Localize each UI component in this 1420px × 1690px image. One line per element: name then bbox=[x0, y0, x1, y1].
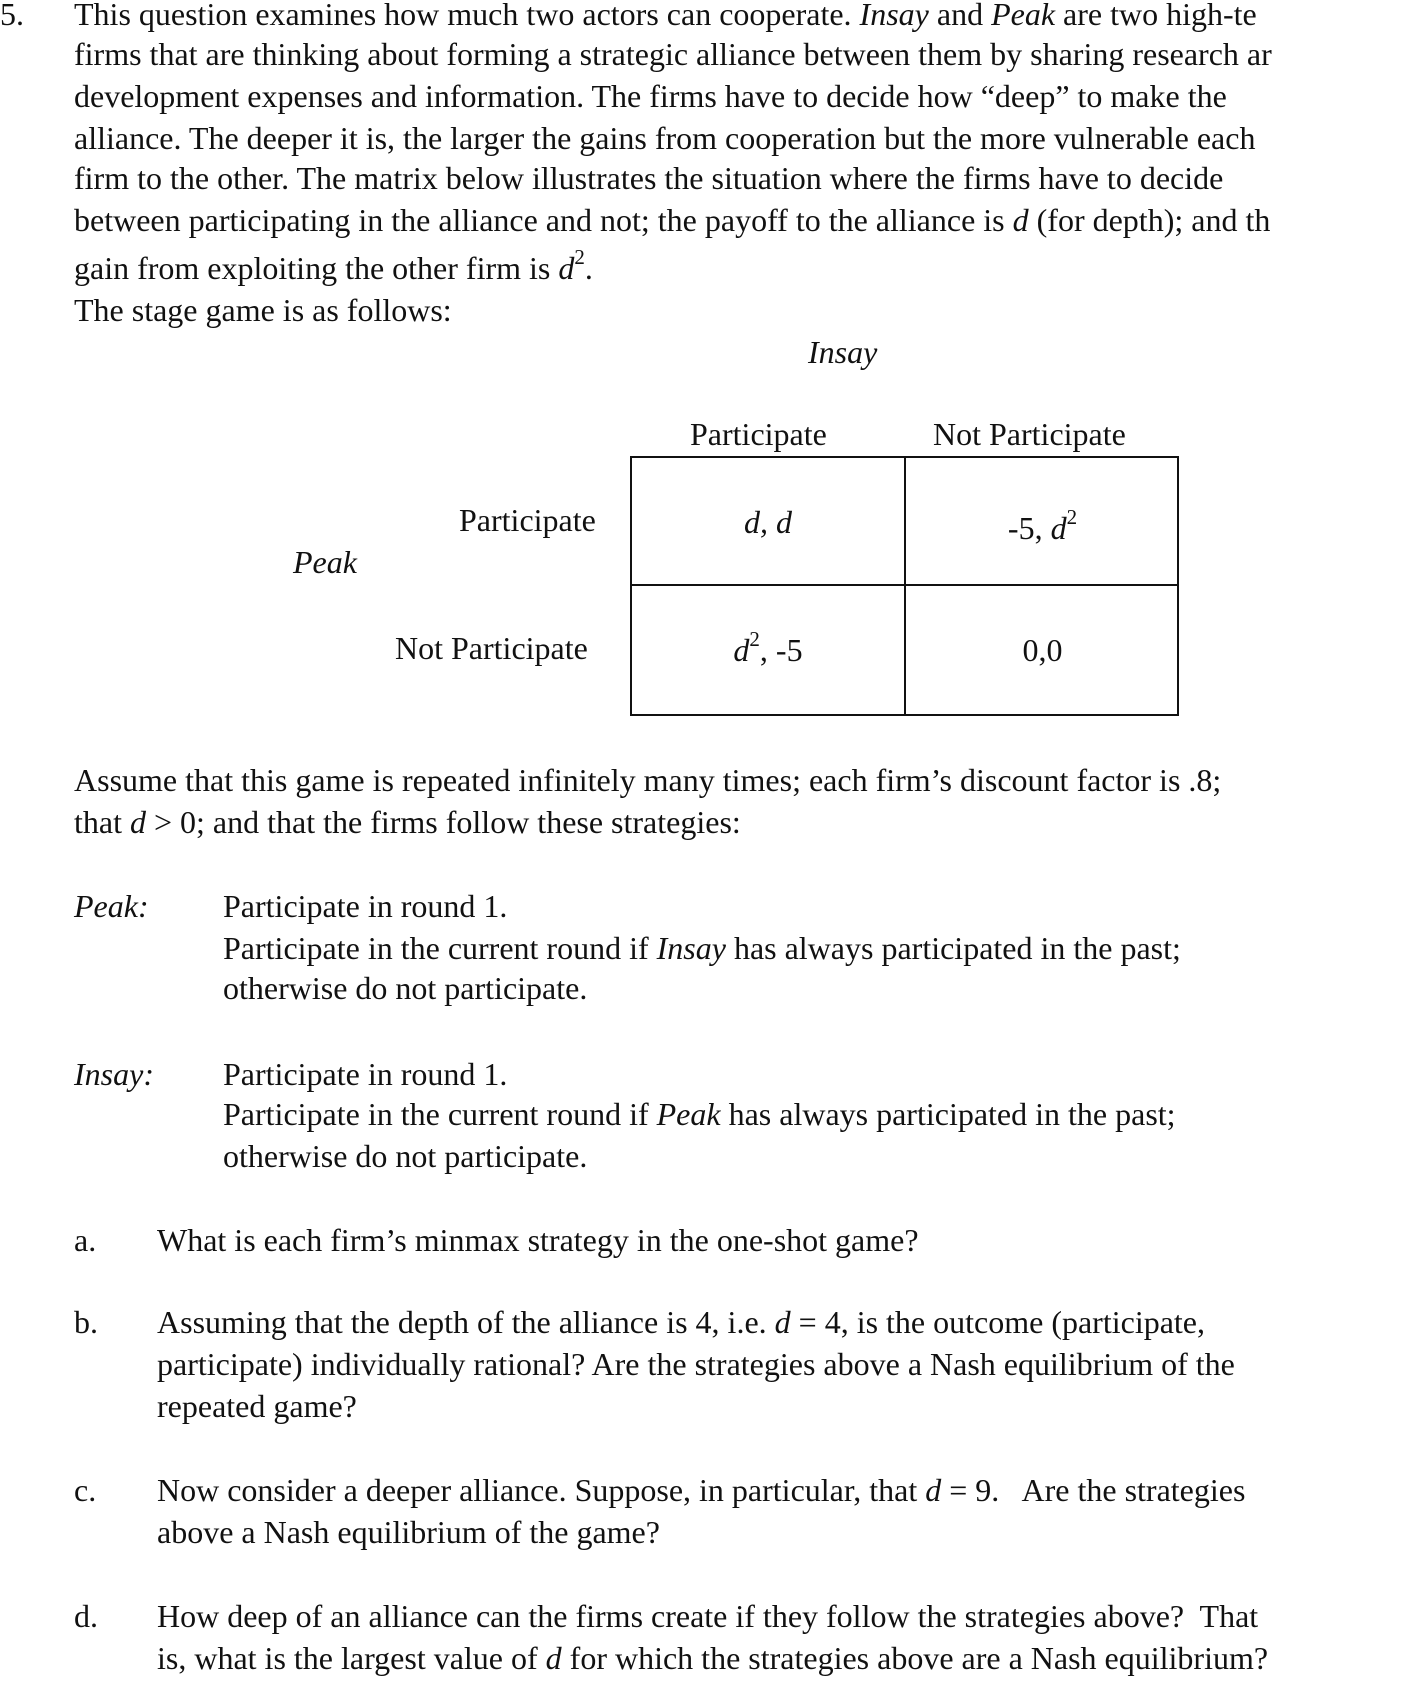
intro-line-3: development expenses and information. The firms have to decide how “deep” to make the bbox=[74, 78, 1227, 114]
strategy-insay-label: Insay: bbox=[74, 1056, 154, 1092]
row-header-not-participate: Not Participate bbox=[395, 630, 588, 666]
assumption-line-2: that d > 0; and that the firms follow these strategies: bbox=[74, 804, 741, 840]
part-b-line-3: repeated game? bbox=[157, 1388, 357, 1424]
part-a-line-1: What is each firm’s minmax strategy in the one-shot game? bbox=[157, 1222, 919, 1258]
part-d-line-1: How deep of an alliance can the firms create if they follow the strategies above? That bbox=[157, 1598, 1259, 1634]
column-player-label: Insay bbox=[808, 334, 878, 370]
assumption-line-1: Assume that this game is repeated infinitely many times; each firm’s discount factor is .8; bbox=[74, 762, 1222, 798]
question-number: 5. bbox=[0, 0, 24, 32]
part-c-label: c. bbox=[74, 1472, 97, 1508]
payoff-table bbox=[630, 456, 1179, 716]
column-header-participate: Participate bbox=[690, 416, 827, 452]
intro-line-2: firms that are thinking about forming a strategic alliance between them by sharing research ar bbox=[74, 36, 1272, 72]
part-b-line-1: Assuming that the depth of the alliance is 4, i.e. d = 4, is the outcome (participate, bbox=[157, 1304, 1205, 1340]
column-header-not-participate: Not Participate bbox=[933, 416, 1126, 452]
part-c-line-1: Now consider a deeper alliance. Suppose, in particular, that d = 9. Are the strategies bbox=[157, 1472, 1246, 1508]
strategy-peak-label: Peak: bbox=[74, 888, 149, 924]
cell-not-participate-not-participate: 0,0 bbox=[1022, 632, 1063, 668]
table-divider-horizontal bbox=[632, 584, 1177, 586]
strategy-peak-line-3: otherwise do not participate. bbox=[223, 970, 588, 1006]
row-header-participate: Participate bbox=[459, 502, 596, 538]
intro-line-5: firm to the other. The matrix below illustrates the situation where the firms have to decide bbox=[74, 160, 1224, 196]
strategy-peak-line-1: Participate in round 1. bbox=[223, 888, 508, 924]
part-c-line-2: above a Nash equilibrium of the game? bbox=[157, 1514, 660, 1550]
part-d-label: d. bbox=[74, 1598, 98, 1634]
cell-participate-not-participate: -5, $d^2$ bbox=[1007, 505, 1078, 546]
part-d-line-2: is, what is the largest value of d for which the strategies above are a Nash equilibrium? bbox=[157, 1640, 1269, 1676]
row-player-label: Peak bbox=[293, 544, 357, 580]
part-b-label: b. bbox=[74, 1304, 98, 1340]
part-a-label: a. bbox=[74, 1222, 97, 1258]
strategy-insay-line-2: Participate in the current round if Peak has always participated in the past; bbox=[223, 1096, 1176, 1132]
strategy-insay-line-1: Participate in round 1. bbox=[223, 1056, 508, 1092]
strategy-insay-line-3: otherwise do not participate. bbox=[223, 1138, 588, 1174]
intro-line-8: The stage game is as follows: bbox=[74, 292, 452, 328]
intro-line-4: alliance. The deeper it is, the larger the gains from cooperation but the more vulnerable each bbox=[74, 120, 1256, 156]
table-divider-vertical bbox=[904, 458, 906, 714]
intro-line-1: This question examines how much two actors can cooperate. Insay and Peak are two high-te bbox=[74, 0, 1257, 32]
intro-line-7: gain from exploiting the other firm is $d^2$. bbox=[74, 245, 593, 286]
cell-not-participate-participate: $d^2$, -5 bbox=[733, 627, 803, 668]
strategy-peak-line-2: Participate in the current round if Insay has always participated in the past; bbox=[223, 930, 1181, 966]
part-b-line-2: participate) individually rational? Are the strategies above a Nash equilibrium of the bbox=[157, 1346, 1235, 1382]
cell-participate-participate: d, d bbox=[744, 504, 792, 540]
intro-line-6: between participating in the alliance and not; the payoff to the alliance is d (for depth); and th bbox=[74, 202, 1271, 238]
